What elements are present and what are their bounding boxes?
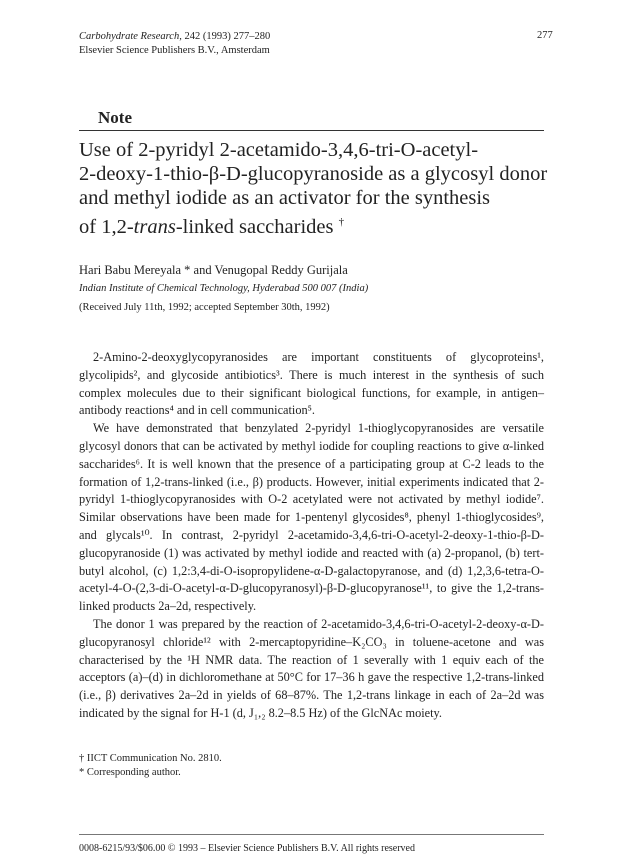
article-title [79,138,549,239]
copyright-line: 0008-6215/93/$06.00 © 1993 – Elsevier Science Publishers B.V. All rights reserved [79,843,415,854]
footnote: * Corresponding author. [79,767,181,778]
title-line: and methyl iodide as an activator for the synthesis [79,187,491,209]
footnote: † IICT Communication No. 2810. [79,753,222,764]
title-line: 2-deoxy-1-thio-β-D-glucopyranoside as a glycosyl donor [79,163,548,185]
page-number: 277 [537,30,553,41]
header-rule [79,130,544,131]
publisher: Elsevier Science Publishers B.V., Amsterdam [79,45,270,56]
journal-header [79,30,270,58]
footer-rule [79,834,544,835]
paragraph: We have demonstrated that benzylated 2-pyridyl 1-thioglycopyranosides are versatile glycosyl donors that can be activated by methyl iodide for coupling reactions to give α-linked saccharides⁶. It is well known that the presence of a participating group at C-2 leads to the formation of 1,2-trans-linked (i.e., β) products. However, initial experiments indicated that 2-pyridyl 1-thioglycopyranosides with O-2 acetylated were not activated by methyl iodide⁷. Similar observations have been made for 1-pentenyl glycosides⁸, phenyl 1-thioglycosides⁹, and glycals¹⁰. In contrast, 2-pyridyl 2-acetamido-3,4,6-tri-O-acetyl-2-deoxy-1-thio-β-D-glucopyranoside (1) was activated by methyl iodide and reacted with (a) 2-propanol, (b) tert-butyl alcohol, (c) 1,2:3,4-di-O-isopropylidene-α-D-galactopyranose, and (d) 1,2,3,6-tetra-O-acetyl-4-O-(2,3-di-O-acetyl-α-D-glucopyranosyl)-β-D-glucopyranose¹¹, to give the 1,2-trans-linked products 2a–2d, respectively. [79,421,544,614]
title-line: Use of 2-pyridyl 2-acetamido-3,4,6-tri-O-acetyl- [79,139,479,161]
title-line: of 1,2-trans-linked saccharides † [79,215,345,238]
section-label: Note [98,108,132,127]
article-body [79,349,544,723]
affiliation: Indian Institute of Chemical Technology, Hyderabad 500 007 (India) [79,283,369,294]
dagger-mark: † [338,216,345,228]
authors: Hari Babu Mereyala * and Venugopal Reddy Gurijala [79,263,348,277]
received-dates: (Received July 11th, 1992; accepted September 30th, 1992) [79,302,330,313]
paragraph: 2-Amino-2-deoxyglycopyranosides are important constituents of glycoproteins¹, glycolipids², and glycoside antibiotics³. There is much interest in the synthesis of such complex molecules due to their significant biological functions, for example, in antigen–antibody reactions⁴ and in cell communication⁵. [79,350,544,418]
paragraph: The donor 1 was prepared by the reaction of 2-acetamido-3,4,6-tri-O-acetyl-2-deoxy-α-D-glucopyranosyl chloride¹² with 2-mercaptopyridine–K₂CO₃ in toluene-acetone and was characterised by the ¹H NMR data. The reaction of 1 severally with 1 equiv each of the acceptors (a)–(d) in dichloromethane at 50°C for 17–36 h gave the respective 1,2-trans-linked (i.e., β) derivatives 2a–2d in yields of 68–87%. The 1,2-trans linkage in each of 2a–2d was indicated by the signal for H-1 (d, J₁,₂ 8.2–8.5 Hz) of the GlcNAc moiety. [79,616,544,720]
volume-pages: 242 (1993) 277–280 [181,31,271,42]
journal-name: Carbohydrate Research, [79,31,182,42]
footnotes [79,752,222,780]
